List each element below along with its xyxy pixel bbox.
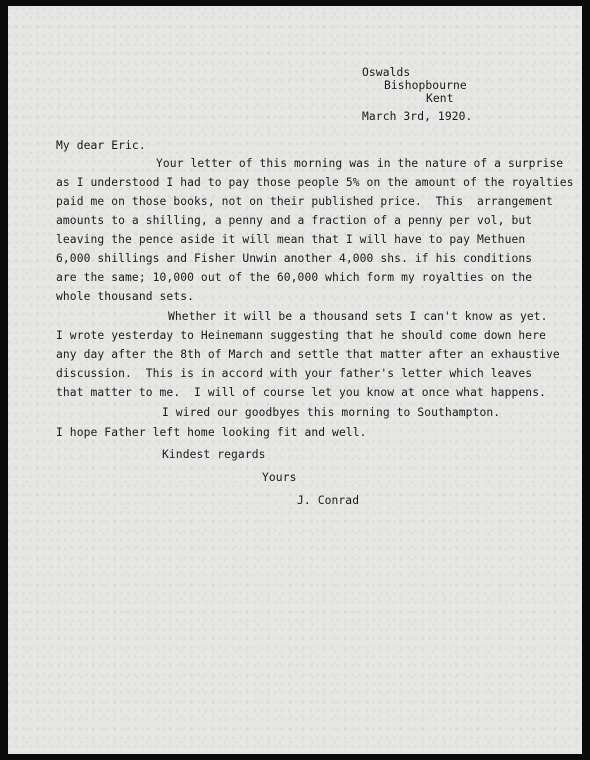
- para1-line-6: 6,000 shillings and Fisher Unwin another 4,000 shs. if his conditions: [56, 252, 533, 265]
- para1-line-5: leaving the pence aside it will mean that I will have to pay Methuen: [56, 233, 526, 246]
- para1-line-3: paid me on those books, not on their published price. This arrangement: [56, 195, 553, 208]
- letter-page: [8, 6, 582, 754]
- para1-line-2: as I understood I had to pay those people 5% on the amount of the royalties: [56, 176, 574, 189]
- para3-line: I wired our goodbyes this morning to Southampton.: [162, 406, 501, 419]
- para1-line-1: Your letter of this morning was in the nature of a surprise: [156, 157, 564, 170]
- closing: Kindest regards: [162, 448, 266, 461]
- address-line-1: Oswalds: [362, 66, 411, 79]
- valediction: Yours: [262, 471, 297, 484]
- para1-line-4: amounts to a shilling, a penny and a fraction of a penny per vol, but: [56, 214, 533, 227]
- address-line-3: Kent: [426, 92, 454, 105]
- salutation: My dear Eric.: [56, 139, 146, 152]
- para2-line-5: that matter to me. I will of course let you know at once what happens.: [56, 386, 546, 399]
- para2-line-2: I wrote yesterday to Heinemann suggesting that he should come down here: [56, 329, 546, 342]
- signature: J. Conrad: [297, 494, 360, 507]
- letter-date: March 3rd, 1920.: [362, 110, 473, 123]
- para2-line-1: Whether it will be a thousand sets I can't know as yet.: [168, 310, 548, 323]
- para2-line-4: discussion. This is in accord with your father's letter which leaves: [56, 367, 533, 380]
- address-line-2: Bishopbourne: [384, 79, 467, 92]
- para2-line-3: any day after the 8th of March and settle that matter after an exhaustive: [56, 348, 560, 361]
- para1-line-8: whole thousand sets.: [56, 290, 195, 303]
- para4-line: I hope Father left home looking fit and well.: [56, 426, 367, 439]
- para1-line-7: are the same; 10,000 out of the 60,000 which form my royalties on the: [56, 271, 533, 284]
